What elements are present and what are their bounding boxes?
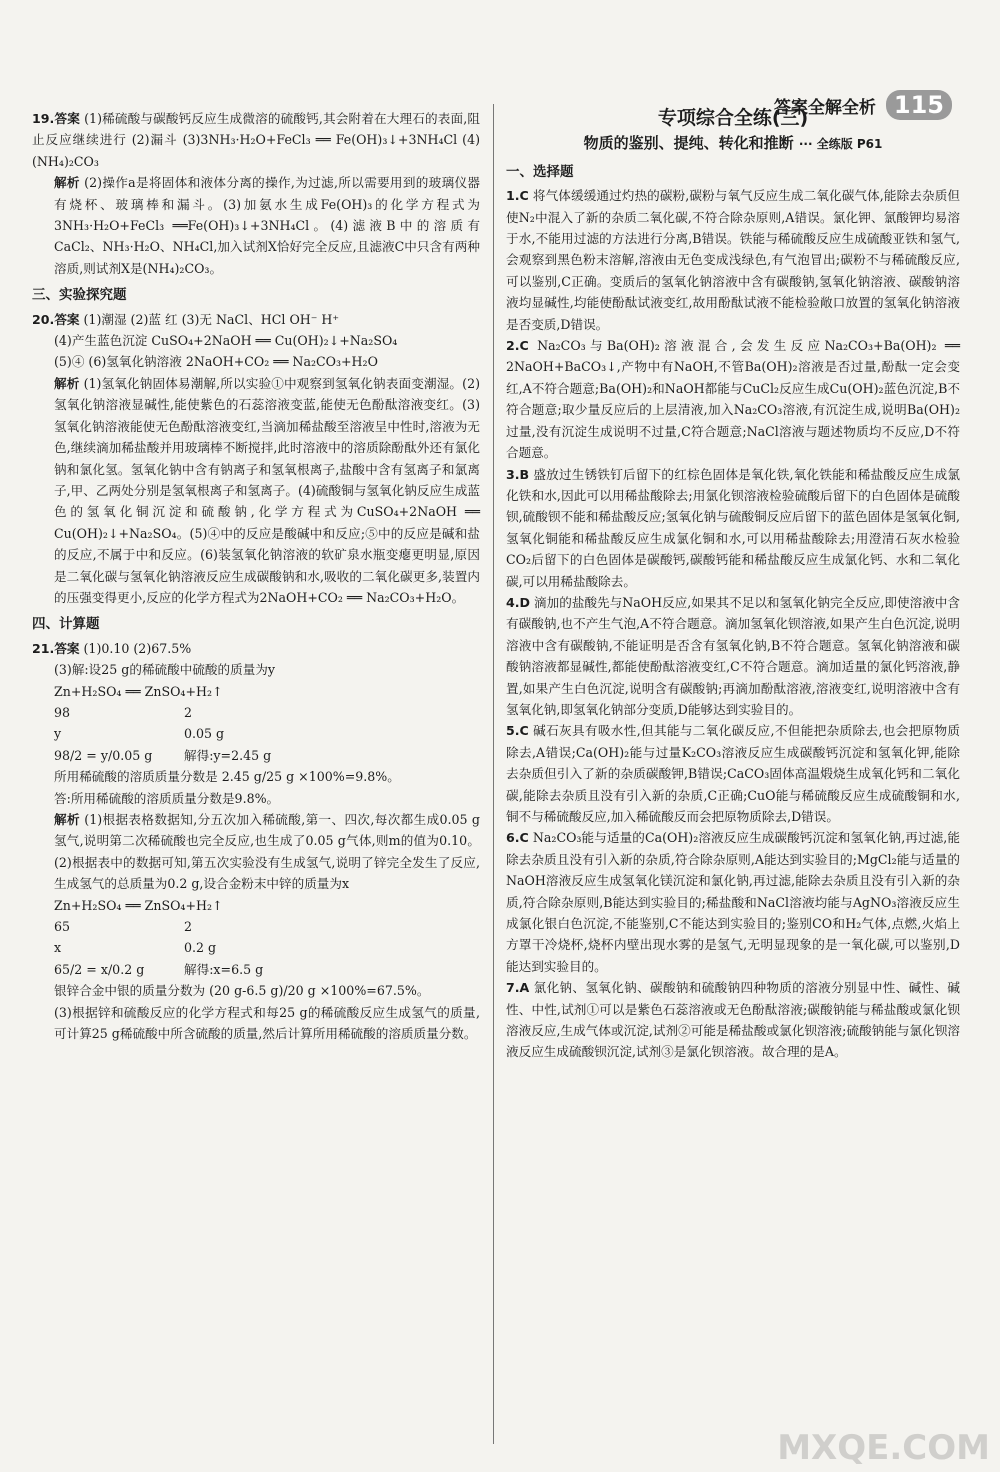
choice-item: 4.D 滴加的盐酸先与NaOH反应,如果其不足以和氢氧化钠完全反应,即使溶液中含有碳酸钠,也不产生气泡,A不符合题意。滴加氢氧化钡溶液,如果产生白色沉淀,说明溶液中含有碳酸钠,不能证明是否含有氢氧化钠,B不符合题意。氢氧化钠溶液和碳酸钠溶液都显碱性,都能使酚酞溶液变红,C不符合题意。滴加适量的氯化钙溶液,静置,如果产生白色沉淀,说明含有碳酸钠;再滴加酚酞溶液,溶液变红,说明溶液中含有氢氧化钠,即氢氧化钠部分变质,D能够达到实验目的。 [506, 594, 960, 717]
header-title: 答案全解全析 [773, 97, 876, 118]
q21-answer-2: (3)解:设25 g的稀硫酸中硫酸的质量为y [54, 662, 276, 678]
q21-silver: 银锌合金中银的质量分数为 (20 g-6.5 g)/20 g ×100%=67.5%。 [54, 983, 430, 999]
section-heading-3: 三、实验探究题 [32, 287, 127, 304]
page-number: 115 [886, 90, 952, 120]
column-divider [493, 104, 494, 1444]
q21-ratio-1: 98/2 = y/0.05 g 解得:y=2.45 g [54, 747, 272, 763]
section-heading-4: 四、计算题 [32, 616, 100, 633]
choice-item: 7.A 氯化钠、氢氧化钠、碳酸钠和硫酸钠四种物质的溶液分别显中性、碱性、碱性、中性,试剂①可以是紫色石蕊溶液或无色酚酞溶液;碳酸钠能与稀盐酸或氯化钡溶液反应,生成气体或沉淀,试剂②可能是稀盐酸或氯化钡溶液;硫酸钠能与氯化钡溶液反应生成硫酸钡沉淀,试剂③是氯化钡溶液。故合理的是A。 [506, 980, 960, 1060]
q20-answer-2: (4)产生蓝色沉淀 CuSO₄+2NaOH ══ Cu(OH)₂↓+Na₂SO₄ [54, 333, 398, 349]
q19-analysis: 解析 (2)操作a是将固体和液体分离的操作,为过滤,所以需要用到的玻璃仪器有烧杯、玻璃棒和漏斗。(3)加氨水生成Fe(OH)₃的化学方程式为3NH₃·H₂O+FeCl₃ ══Fe(OH)₃↓+3NH₄Cl。(4)滤液B中的溶质有CaCl₂、NH₃·H₂O、NH₄Cl,加入试剂X恰好完全反应,且滤液C中只含有两种溶质,则试剂X是(NH₄)₂CO₃。 [54, 175, 480, 276]
q20-answer-1: 20.答案 (1)潮湿 (2)蓝 红 (3)无 NaCl、HCl OH⁻ H⁺ [32, 311, 340, 327]
right-column [506, 108, 960, 1063]
q21-answer-1: 21.答案 (1)0.10 (2)67.5% [32, 640, 192, 656]
reference-tag: ··· 全练版 P61 [798, 137, 883, 152]
q21-equation-1: Zn+H₂SO₄ ══ ZnSO₄+H₂↑ [54, 683, 223, 699]
choice-item: 1.C 将气体缓缓通过灼热的碳粉,碳粉与氧气反应生成二氧化碳气体,能除去杂质但使N₂中混入了新的杂质二氧化碳,不符合除杂原则,A错误。氯化钾、氯酸钾均易溶于水,不能用过滤的方法进行分离,B错误。铁能与稀硫酸反应生成硫酸亚铁和氢气,会观察到黑色粉末溶解,溶液由无色变成浅绿色,有气泡冒出;碳粉不与稀硫酸反应,可以鉴别,C正确。变质后的氢氧化钠溶液中含有碳酸钠,氢氧化钠溶液、碳酸钠溶液均显碱性,均能使酚酞试液变红,故用酚酞试液不能检验敞口放置的氢氧化钠溶液是否变质,D错误。 [506, 188, 960, 332]
q20-answer-3: (5)④ (6)氢氧化钠溶液 2NaOH+CO₂ ══ Na₂CO₃+H₂O [54, 354, 378, 370]
q19-answer: 19.答案 (1)稀硫酸与碳酸钙反应生成微溶的硫酸钙,其会附着在大理石的表面,阻止反应继续进行 (2)漏斗 (3)3NH₃·H₂O+FeCl₃ ══ Fe(OH)₃↓+3NH₄Cl (4)(NH₄)₂CO₃ [32, 111, 480, 169]
watermark-logo: MXQE.COM [777, 1428, 990, 1468]
left-column [32, 108, 480, 1044]
q21-masses-1: 98 2 [54, 704, 193, 720]
q21-conclusion: 答:所用稀硫酸的溶质质量分数是9.8%。 [54, 790, 280, 806]
section-heading-1: 一、选择题 [506, 163, 574, 180]
q21-equation-2: Zn+H₂SO₄ ══ ZnSO₄+H₂↑ [54, 897, 223, 913]
choice-item: 6.C Na₂CO₃能与适量的Ca(OH)₂溶液反应生成碳酸钙沉淀和氢氧化钠,再过滤,能除去杂质且没有引入新的杂质,符合除杂原则,A能达到实验目的;MgCl₂能与适量的NaOH溶液反应生成氢氧化镁沉淀和氯化钠,再过滤,能除去杂质且没有引入新的杂质,符合除杂原则,B能达到实验目的;稀盐酸和NaCl溶液均能与AgNO₃溶液反应生成氯化银白色沉淀,不能鉴别,C不能达到实验目的;鉴别CO和H₂气体,点燃,火焰上方罩干冷烧杯,烧杯内壁出现水雾的是氢气,无明显现象的是一氧化碳,可以鉴别,D能达到实验目的。 [506, 830, 960, 974]
special-title: 专项综合全练(三) [657, 107, 809, 129]
choice-item: 2.C Na₂CO₃与Ba(OH)₂溶液混合,会发生反应Na₂CO₃+Ba(OH)₂ ══ 2NaOH+BaCO₃↓,产物中有NaOH,不管Ba(OH)₂溶液是否过量,酚酞一定会变红,A不符合题意;Ba(OH)₂和NaOH都能与CuCl₂反应生成Cu(OH)₂蓝色沉淀,B不符合题意;取少量反应后的上层清液,加入Na₂CO₃溶液,有沉淀生成,说明Ba(OH)₂过量,没有沉淀生成说明不过量,C符合题意;NaCl溶液与题述物质均不反应,D不符合题意。 [506, 338, 960, 461]
choice-item: 3.B 盛放过生锈铁钉后留下的红棕色固体是氧化铁,氧化铁能和稀盐酸反应生成氯化铁和水,因此可以用稀盐酸除去;用氯化钡溶液检验硫酸后留下的白色固体是硫酸钡,硫酸钡不能和稀盐酸反应;氢氧化钠与硫酸铜反应后留下的蓝色固体是氢氧化铜,氢氧化铜能和稀盐酸反应生成氯化铜和水,可以用稀盐酸除去;用澄清石灰水检验CO₂后留下的白色固体是碳酸钙,碳酸钙能和稀盐酸反应生成氯化钙、水和二氧化碳,可以用稀盐酸除去。 [506, 466, 960, 589]
q21-masses-2: 65 2 [54, 919, 193, 935]
q21-analysis-1: 解析 (1)根据表格数据知,分五次加入稀硫酸,第一、四次,每次都生成0.05 g氢气,说明第二次稀硫酸也完全反应,也生成了0.05 g气体,则m的值为0.10。(2)根据表中的数据可知,第五次实验没有生成氢气,说明了锌完全发生了反应,生成氢气的总质量为0.2 g,设合金粉末中锌的质量为x [54, 812, 480, 892]
q21-analysis-2: (3)根据锌和硫酸反应的化学方程式和每25 g的稀硫酸反应生成氢气的质量,可计算25 g稀硫酸中所含硫酸的质量,然后计算所用稀硫酸的溶质质量分数。 [54, 1004, 480, 1042]
q21-values-1: y 0.05 g [54, 726, 225, 742]
q21-ratio-2: 65/2 = x/0.2 g 解得:x=6.5 g [54, 961, 264, 977]
special-subtitle: 物质的鉴别、提纯、转化和推断 ··· 全练版 P61 [583, 134, 883, 153]
q20-analysis: 解析 (1)氢氧化钠固体易潮解,所以实验①中观察到氢氧化钠表面变潮湿。(2)氢氧化钠溶液显碱性,能使紫色的石蕊溶液变蓝,能使无色酚酞溶液变红。(3)氢氧化钠溶液能使无色酚酞溶液变红,当滴加稀盐酸至溶液呈中性时,溶液为无色,继续滴加稀盐酸并用玻璃棒不断搅拌,此时溶液中的溶质除酚酞外还有氯化钠和氯化氢。氢氧化钠中含有钠离子和氢氧根离子,盐酸中含有氢离子和氯离子,甲、乙两处分别是氢氧根离子和氢离子。(4)硫酸铜与氢氧化钠反应生成蓝色的氢氧化铜沉淀和硫酸钠,化学方程式为CuSO₄+2NaOH ══ Cu(OH)₂↓+Na₂SO₄。(5)④中的反应是酸碱中和反应;⑤中的反应是碱和盐的反应,不属于中和反应。(6)装氢氧化钠溶液的软矿泉水瓶变瘪更明显,原因是二氧化碳与氢氧化钠溶液反应生成碳酸钠和水,吸收的二氧化碳更多,装置内的压强变得更小,反应的化学方程式为2NaOH+CO₂ ══ Na₂CO₃+H₂O。 [54, 375, 480, 605]
q21-fraction: 所用稀硫酸的溶质质量分数是 2.45 g/25 g ×100%=9.8%。 [54, 769, 400, 785]
q21-values-2: x 0.2 g [54, 940, 217, 956]
choice-item: 5.C 碱石灰具有吸水性,但其能与二氧化碳反应,不但能把杂质除去,也会把原物质除去,A错误;Ca(OH)₂能与过量K₂CO₃溶液反应生成碳酸钙沉淀和氢氧化钾,能除去杂质但引入了新的杂质碳酸钾,B错误;CaCO₃固体高温煅烧生成氧化钙和二氧化碳,能除去杂质且没有引入新的杂质,C正确;CuO能与稀硫酸反应生成硫酸铜和水,铜不与稀硫酸反应,加入稀硫酸反而会把原物质除去,D错误。 [506, 723, 960, 824]
